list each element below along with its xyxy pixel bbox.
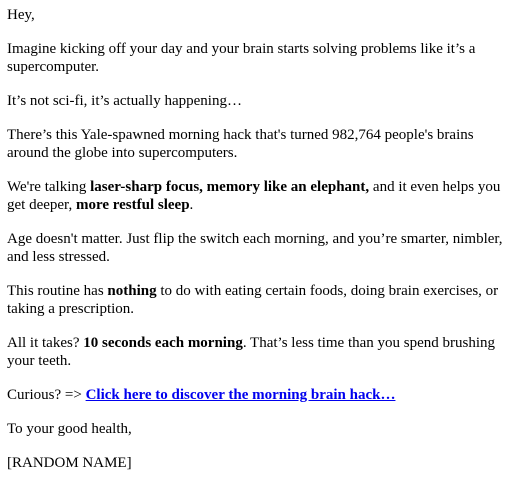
paragraph-yale-hack: There’s this Yale-spawned morning hack that's turned 982,764 people's brains around the globe into supercomputers. [7, 127, 474, 161]
ten-seconds-text-2: . That’s less time than you spend brushing your teeth. [7, 335, 496, 369]
routine-text-2: to do with eating certain foods, doing brain exercises, or taking a prescription. [7, 283, 499, 317]
benefits-text-2: and it even helps you get deeper, [7, 179, 501, 213]
routine-bold: nothing [107, 283, 157, 299]
paragraph-cta [7, 386, 516, 404]
paragraph-benefits [7, 178, 516, 214]
paragraph-age: Age doesn't matter. Just flip the switch each morning, and you’re smarter, nimbler, and less stressed. [7, 231, 503, 265]
greeting: Hey, [7, 7, 35, 23]
paragraph-routine [7, 282, 516, 318]
paragraph-intro: Imagine kicking off your day and your brain starts solving problems like it’s a supercomputer. [7, 41, 476, 75]
cta-prefix: Curious? => [7, 387, 86, 403]
paragraph-ten-seconds [7, 334, 516, 370]
closing: To your good health, [7, 421, 132, 437]
ten-seconds-bold: 10 seconds each morning [83, 335, 243, 351]
signature: [RANDOM NAME] [7, 455, 132, 471]
benefits-bold-1: laser-sharp focus, memory like an elephant, [90, 179, 370, 195]
benefits-bold-2: more restful sleep [75, 197, 190, 213]
benefits-text-3: . [189, 197, 194, 213]
ten-seconds-text-1: All it takes? [7, 335, 84, 351]
paragraph-not-scifi: It’s not sci-fi, it’s actually happening… [7, 93, 242, 109]
benefits-text-1: We're talking [7, 179, 91, 195]
cta-link[interactable]: Click here to discover the morning brain hack… [85, 387, 396, 403]
routine-text-1: This routine has [7, 283, 108, 299]
